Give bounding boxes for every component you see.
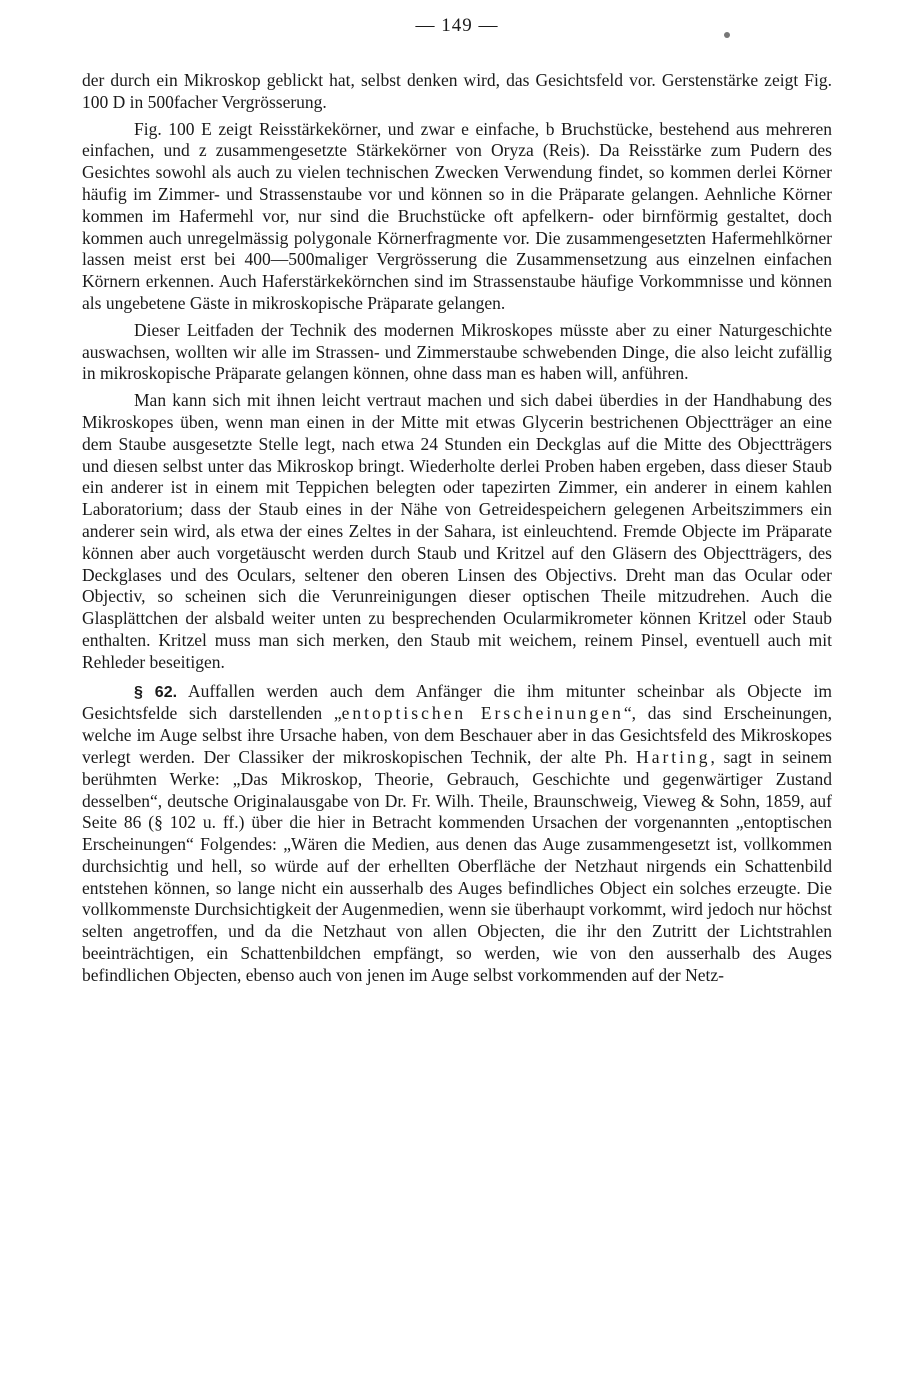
paragraph-continuation: der durch ein Mikroskop geblickt hat, selbst denken wird, das Gesichtsfeld vor. Gerstenstärke zeigt Fig. 100 D in 500facher Vergrösserung. xyxy=(82,70,832,112)
section-number: § 62. xyxy=(134,683,178,701)
paragraph-dust-samples: Man kann sich mit ihnen leicht vertraut machen und sich dabei überdies in der Handhabung des Mikroskopes üben, wenn man einen in der Mitte mit etwas Glycerin bestrichenen Objectträger an eine dem Staube ausgesetzte Stelle legt, nach etwa 24 Stunden ein Deckglas auf die Mitte des Objectträgers und diesen selbst unter das Mikroskop bringt. Wiederholte derlei Proben haben ergeben, dass dieser Staub ein anderer ist in einem mit Teppichen belegten oder tapezirten Zimmer, ein anderer in einem kahlen Laboratorium; dass der Staub eines in der Nähe von Getreidespeichern gelegenen Arbeitszimmers ein anderer sein wird, als etwa der eines Zeltes in der Sahara, ist einleuchtend. Fremde Objecte im Präparate können aber auch vorgetäuscht werden durch Staub und Kritzel auf den Gläsern des Objectträgers, des Deckglases und des Oculars, seltener den oberen Linsen des Objectivs. Dreht man das Ocular oder Objectiv, so scheinen sich die Verunreinigungen dieser optischen Theile mitzudrehen. Auch die Glasplättchen der alsbald weiter unten zu besprechenden Ocularmikrometer können Kritzel oder Staub enthalten. Kritzel muss man sich merken, den Staub mit weichem, reinem Pinsel, eventuell auch mit Rehleder beseitigen. xyxy=(82,390,832,672)
section-text-c: , sagt in seinem berühmten Werke: „Das Mikroskop, Theorie, Gebrauch, Geschichte und gegenwärtiger Zustand desselben“, deutsche Originalausgabe von Dr. Fr. Wilh. Theile, Braunschweig, Vieweg & Sohn, 1859, auf Seite 86 (§ 102 u. ff.) über die hier in Betracht kommenden Ursachen der vorgenannten „entoptischen Erscheinungen“ Folgendes: „Wären die Medien, aus denen das Auge zusammengesetzt ist, vollkommen durchsichtig und hell, so würde auf der erhellten Oberfläche der Netzhaut nirgends ein Schattenbild entstehen können, so lange nicht ein ausserhalb des Auges befindliches Object ein solches erzeugte. Die vollkommenste Durchsichtigkeit der Augenmedien, wenn sie überhaupt vorkommt, wird jedoch nur höchst selten angetroffen, und da die Netzhaut von allen Objecten, die ihr den Zutritt der Lichtstrahlen beeinträchtigen, ein Schattenbildchen empfängt, so werden, wie von den ausserhalb des Auges befindlichen Objecten, ebenso auch von jenen im Auge selbst vorkommenden auf der Netz- xyxy=(82,746,833,985)
spaced-term: entoptischen Erscheinungen xyxy=(341,703,624,724)
paragraph-rice-starch: Fig. 100 E zeigt Reisstärkekörner, und zwar e einfache, b Bruchstücke, bestehend aus mehreren einfachen, und z zusammengesetzte Stärkekörner von Oryza (Reis). Da Reisstärke zum Pudern des Gesichtes sowohl als auch zu vielen technischen Zwecken Verwendung findet, so kommen derlei Körner häufig im Zimmer- und Strassenstaube vor und können so in die Präparate gelangen. Aehnliche Körner kommen im Hafermehl vor, nur sind die Bruchstücke oft apfelkern- oder birnförmig gestaltet, doch kommen auch unregelmässig polygonale Körnerfragmente vor. Die zusammengesetzten Hafermehlkörner lassen meist erst bei 400—500maliger Vergrösserung die Zusammensetzung aus einzelnen einfachen Körnern erkennen. Auch Haferstärkekörnchen sind im Strassenstaube häufige Vorkommnisse und können als ungebetene Gäste in mikroskopische Präparate gelangen. xyxy=(82,118,832,313)
page-number: — 149 — xyxy=(415,15,499,36)
section-text-b: “, das sind Erscheinungen, welche im Auge selbst ihre Ursache haben, von dem Beschauer aber in das Gesichtsfeld des Mikroskopes verlegt werden. Der Classiker der mikroskopischen Technik, der alte Ph. xyxy=(82,703,832,767)
page-body xyxy=(82,70,832,987)
section-text-a: Auffallen werden auch dem Anfänger die ihm mitunter scheinbar als Objecte im Gesichtsfelde sich darstellenden „ xyxy=(82,680,832,724)
document-page xyxy=(82,12,832,987)
author-name: Harting xyxy=(636,746,711,767)
section-62-paragraph xyxy=(82,681,832,987)
paragraph-natural-history: Dieser Leitfaden der Technik des modernen Mikroskopes müsste aber zu einer Naturgeschichte auswachsen, wollten wir alle im Strassen- und Zimmerstaube schwebenden Dinge, die also leicht zufällig in mikroskopische Präparate gelangen können, ohne dass man es haben will, anführen. xyxy=(82,319,832,384)
